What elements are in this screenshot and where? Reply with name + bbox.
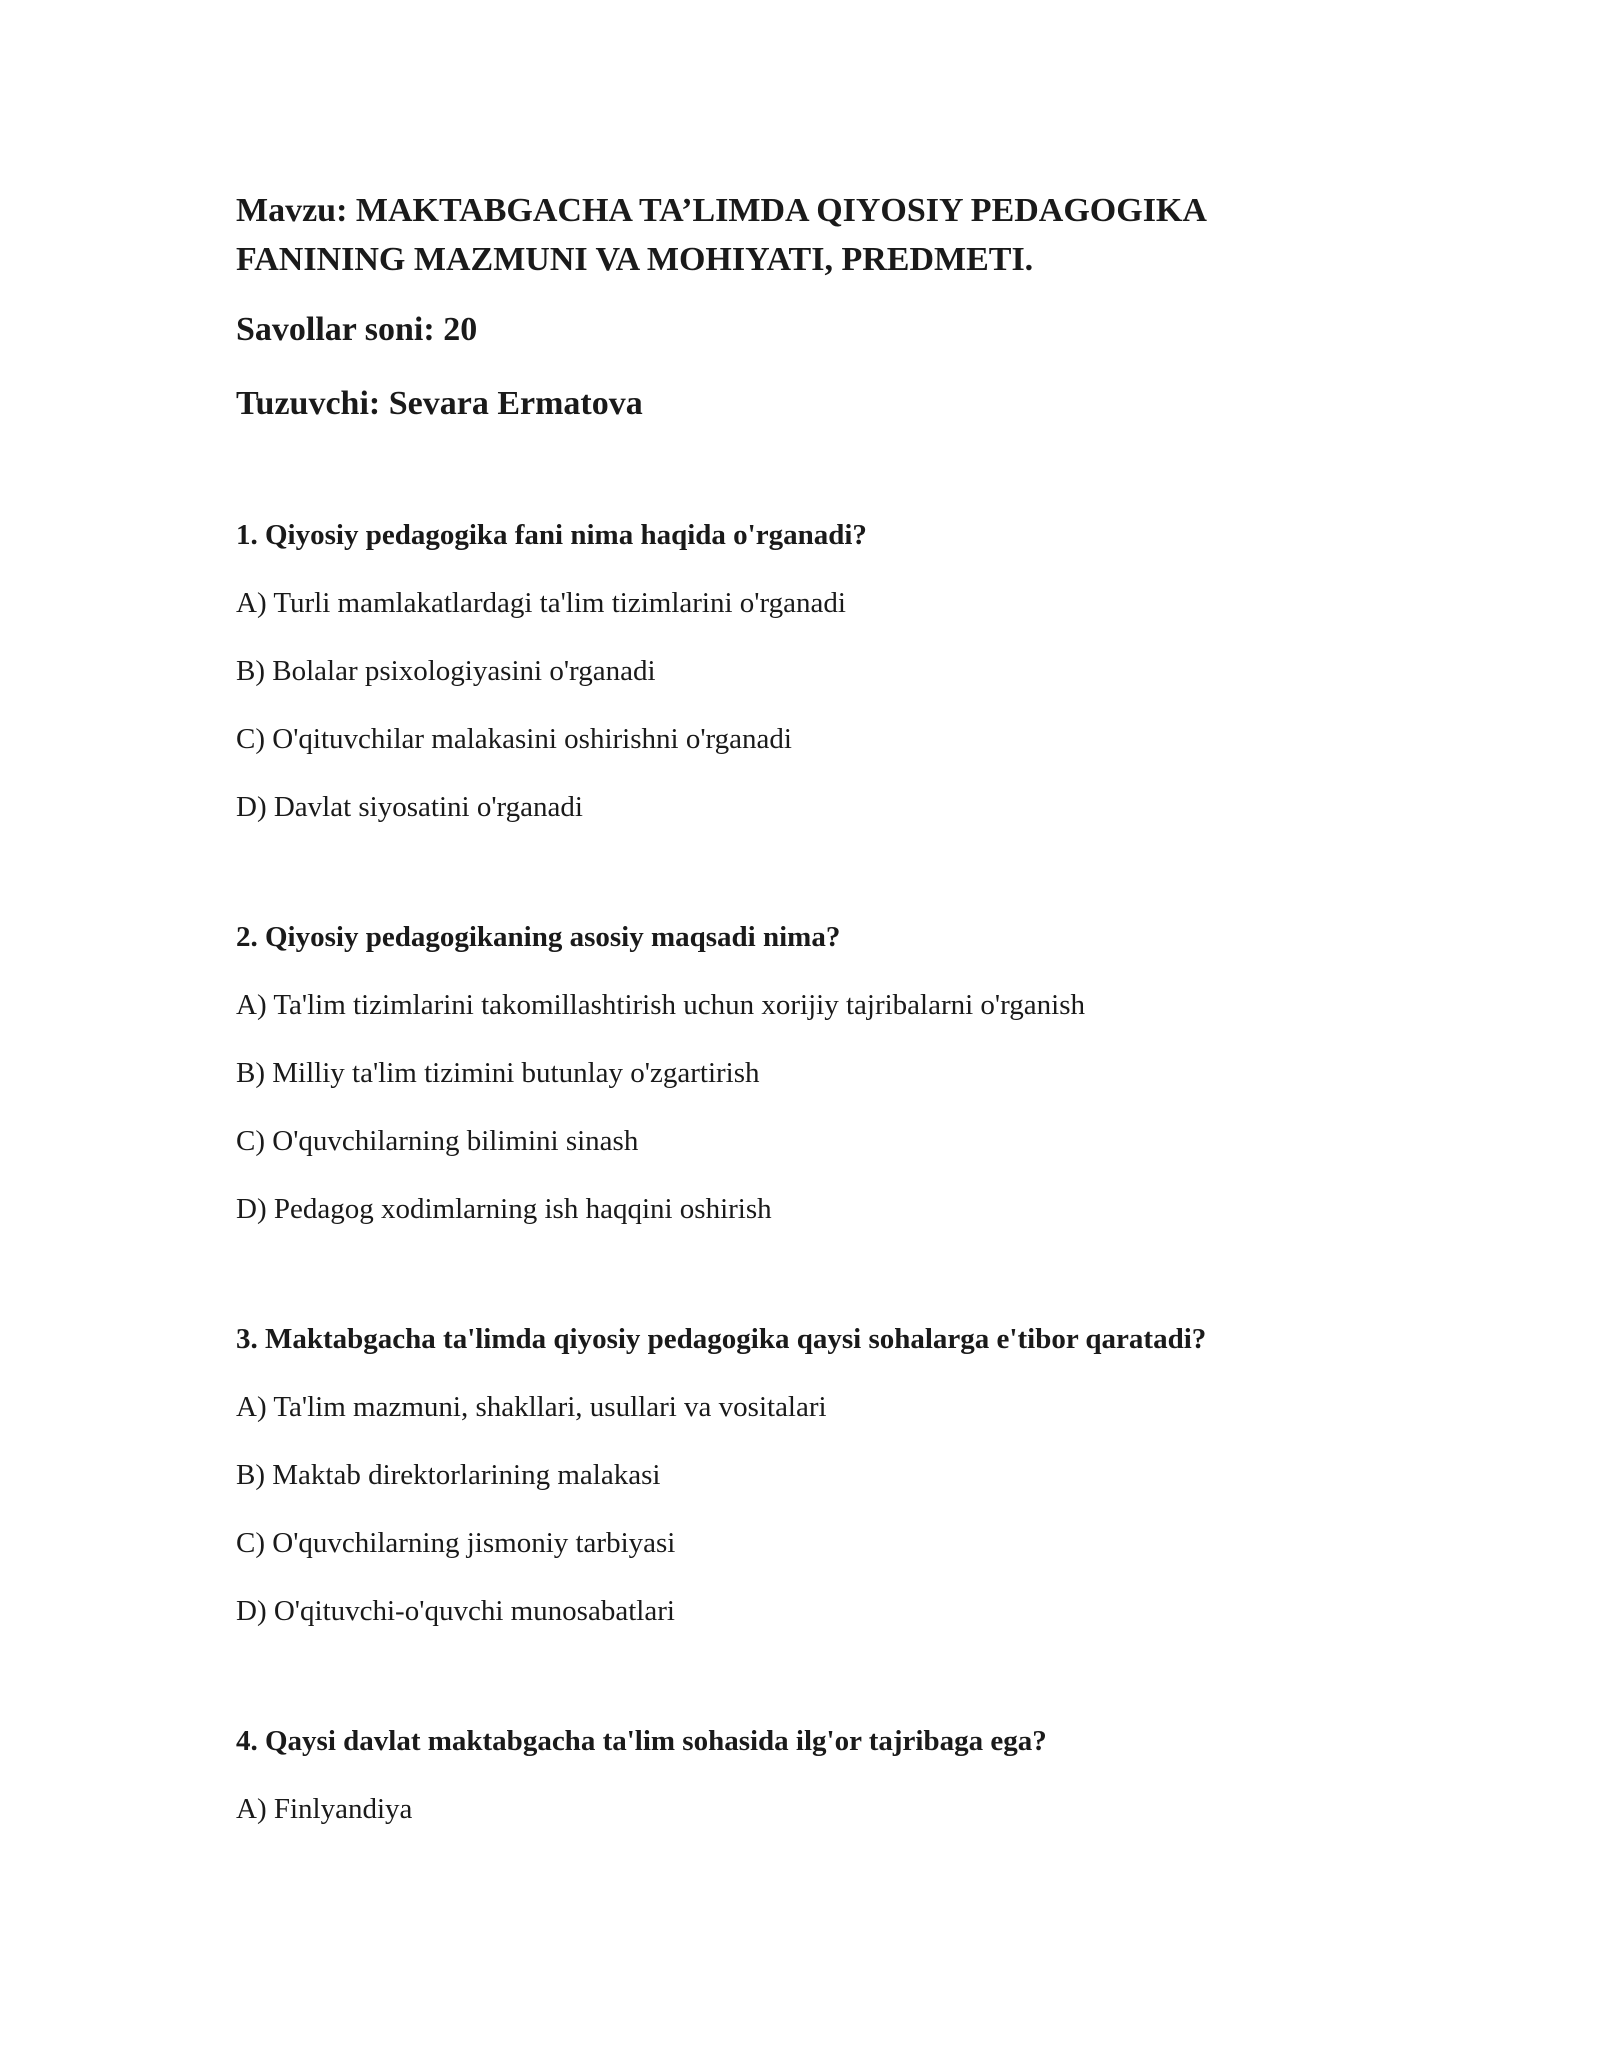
question-text: 1. Qiyosiy pedagogika fani nima haqida o'rganadi? — [236, 519, 867, 551]
answer-option: C) O'quvchilarning bilimini sinash — [236, 1125, 639, 1157]
question-block — [236, 1322, 1376, 1628]
answer-option: A) Ta'lim mazmuni, shakllari, usullari va vositalari — [236, 1391, 827, 1423]
question-list — [236, 518, 1376, 1826]
title-line-2: FANINING MAZMUNI VA MOHIYATI, PREDMETI. — [236, 241, 1034, 278]
document-title — [236, 186, 1376, 284]
answer-option: B) Milliy ta'lim tizimini butunlay o'zgartirish — [236, 1057, 760, 1089]
question-block — [236, 1724, 1376, 1826]
answer-option: C) O'qituvchilar malakasini oshirishni o'rganadi — [236, 723, 792, 755]
question-text: 2. Qiyosiy pedagogikaning asosiy maqsadi nima? — [236, 921, 841, 953]
answer-option: A) Finlyandiya — [236, 1793, 413, 1825]
answer-option: A) Turli mamlakatlardagi ta'lim tizimlarini o'rganadi — [236, 587, 846, 619]
answer-option: B) Maktab direktorlarining malakasi — [236, 1459, 661, 1491]
question-block — [236, 920, 1376, 1226]
answer-option: D) O'qituvchi-o'quvchi munosabatlari — [236, 1595, 675, 1627]
question-count: Savollar soni: 20 — [236, 311, 478, 348]
answer-option: D) Davlat siyosatini o'rganadi — [236, 791, 583, 823]
title-line-1: Mavzu: MAKTABGACHA TA’LIMDA QIYOSIY PEDAGOGIKA — [236, 192, 1207, 229]
answer-option: D) Pedagog xodimlarning ish haqqini oshirish — [236, 1193, 772, 1225]
question-text: 4. Qaysi davlat maktabgacha ta'lim sohasida ilg'or tajribaga ega? — [236, 1725, 1047, 1757]
question-text: 3. Maktabgacha ta'limda qiyosiy pedagogika qaysi sohalarga e'tibor qaratadi? — [236, 1323, 1207, 1355]
answer-option: B) Bolalar psixologiyasini o'rganadi — [236, 655, 656, 687]
author-line: Tuzuvchi: Sevara Ermatova — [236, 385, 643, 422]
question-block — [236, 518, 1376, 824]
document-page — [236, 186, 1376, 1922]
answer-option: A) Ta'lim tizimlarini takomillashtirish uchun xorijiy tajribalarni o'rganish — [236, 989, 1086, 1021]
answer-option: C) O'quvchilarning jismoniy tarbiyasi — [236, 1527, 676, 1559]
